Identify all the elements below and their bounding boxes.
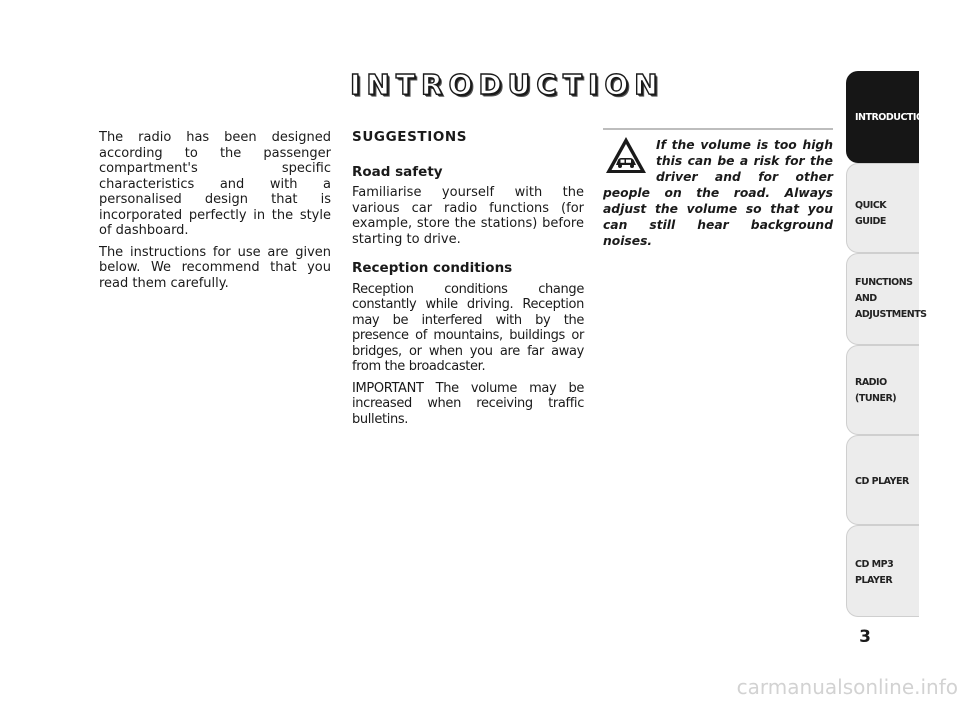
page-title: INTRODUCTION: [350, 68, 664, 101]
suggestions-column: [352, 130, 584, 433]
intro-paragraph-2: The instructions for use are given below. We recommend that you read them carefully.: [99, 244, 331, 291]
tab-functions-label-2: AND: [855, 293, 877, 304]
tab-radio-label-2: (TUNER): [855, 393, 897, 404]
warning-divider: [603, 128, 833, 130]
tab-introduction-label: INTRODUCTION: [855, 112, 931, 123]
watermark: carmanualsonline.info: [736, 675, 958, 699]
tab-radio-tuner[interactable]: [846, 345, 919, 435]
reception-heading: Reception conditions: [352, 260, 513, 276]
tab-functions-label-3: ADJUSTMENTS: [855, 309, 927, 320]
tab-quick-guide-label-1: QUICK: [855, 200, 887, 211]
tab-functions-and-adjustments[interactable]: [846, 253, 927, 345]
intro-paragraph-1: The radio has been designed according to the passenger compartment's specific characteristics and with a personalised design that is incorporated perfectly in the style of dashboard.: [99, 130, 331, 238]
tab-radio-label-1: RADIO: [855, 377, 887, 388]
tab-functions-label-1: FUNCTIONS: [855, 277, 913, 288]
intro-column: [99, 130, 331, 297]
reception-text: Reception conditions change constantly while driving. Reception may be interfered with by the presence of mountains, buildings or bridges, or when you are far away from the broadcaster.: [352, 281, 584, 374]
tab-quick-guide[interactable]: [846, 163, 919, 253]
tab-cd-player[interactable]: [846, 435, 919, 525]
suggestions-heading: SUGGESTIONS: [352, 129, 468, 145]
warning-text: If the volume is too high this can be a risk for the driver and for other people on the road. Always adjust the volume so that you can still hear background noises.: [603, 138, 833, 248]
road-safety-text: Familiarise yourself with the various car radio functions (for example, store the stations) before starting to drive.: [352, 185, 584, 247]
road-safety-heading: Road safety: [352, 163, 443, 180]
tab-cd-mp3-label-2: PLAYER: [855, 575, 893, 586]
tab-quick-guide-label-2: GUIDE: [855, 216, 886, 227]
warning-box: [603, 137, 833, 249]
important-note: [352, 381, 584, 428]
important-text: The volume may be increased when receiving traffic bulletins.: [352, 380, 584, 427]
important-label: IMPORTANT: [352, 380, 424, 396]
page-number: 3: [859, 627, 871, 647]
tab-introduction[interactable]: [846, 71, 931, 163]
tab-cd-mp3-player[interactable]: [846, 525, 919, 617]
tab-cd-player-label: CD PLAYER: [855, 476, 909, 487]
tab-cd-mp3-label-1: CD MP3: [855, 559, 894, 570]
